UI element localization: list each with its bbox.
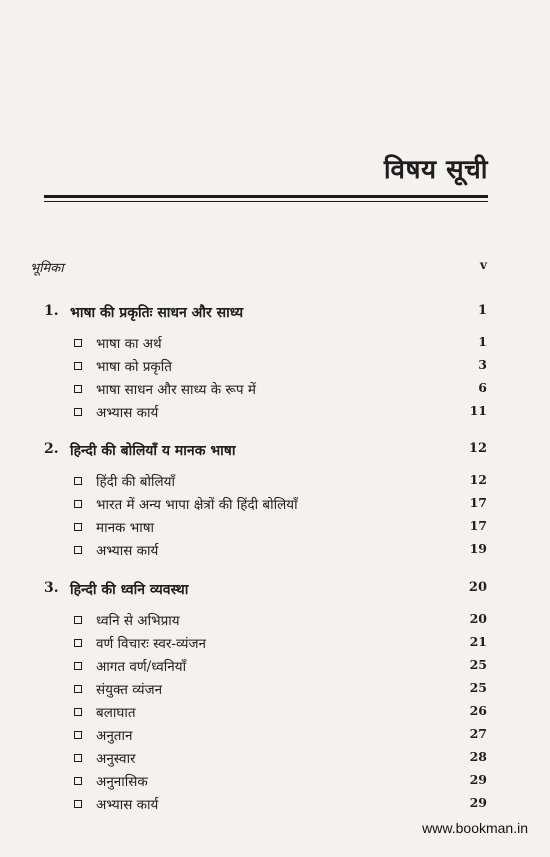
toc-item[interactable]: [0, 403, 550, 425]
toc-intro-label: भूमिका: [30, 261, 64, 276]
square-bullet-icon: [74, 639, 82, 647]
toc-item-page: 29: [469, 772, 487, 787]
toc-item-page: 27: [469, 726, 487, 741]
toc-item-label: भाषा साधन और साध्य के रूप में: [96, 382, 256, 398]
toc-item-label: मानक भाषा: [96, 520, 155, 536]
square-bullet-icon: [74, 500, 82, 508]
toc-item[interactable]: [0, 795, 550, 817]
toc-item-label: अभ्यास कार्य: [96, 543, 159, 559]
toc-item-page: 25: [469, 657, 487, 672]
toc-item-label: अनुतान: [96, 728, 133, 744]
square-bullet-icon: [74, 685, 82, 693]
square-bullet-icon: [74, 754, 82, 762]
toc-item[interactable]: [0, 772, 550, 794]
toc-item-page: 11: [469, 403, 487, 418]
square-bullet-icon: [74, 708, 82, 716]
toc-item[interactable]: [0, 749, 550, 771]
square-bullet-icon: [74, 800, 82, 808]
toc-item-page: 1: [478, 334, 487, 349]
toc-item-page: 26: [469, 703, 487, 718]
toc-item[interactable]: [0, 541, 550, 563]
toc-item-label: अभ्यास कार्य: [96, 405, 159, 421]
toc-item-page: 28: [469, 749, 487, 764]
toc-item-label: बलाघात: [96, 705, 136, 721]
toc-item[interactable]: [0, 611, 550, 633]
square-bullet-icon: [74, 408, 82, 416]
toc-item-label: भारत में अन्य भापा क्षेत्रों की हिंदी बोलियाँ: [96, 497, 298, 513]
toc-item[interactable]: [0, 680, 550, 702]
page-title: विषय सूची: [383, 155, 488, 185]
square-bullet-icon: [74, 777, 82, 785]
toc-item-label: ध्वनि से अभिप्राय: [96, 613, 180, 629]
toc-item-label: संयुक्त व्यंजन: [96, 682, 163, 698]
toc-item-page: 3: [478, 357, 487, 372]
toc-item-page: 25: [469, 680, 487, 695]
toc-item-label: अनुनासिक: [96, 774, 148, 790]
square-bullet-icon: [74, 385, 82, 393]
toc-item-page: 17: [469, 495, 487, 510]
toc-item-label: अनुस्वार: [96, 751, 136, 767]
toc-item[interactable]: [0, 472, 550, 494]
toc-item-page: 20: [469, 611, 487, 626]
chapter-title: भाषा की प्रकृतिः साधन और साध्य: [70, 305, 244, 321]
toc-item-label: भाषा को प्रकृति: [96, 359, 172, 375]
square-bullet-icon: [74, 477, 82, 485]
toc-item[interactable]: [0, 380, 550, 402]
square-bullet-icon: [74, 662, 82, 670]
toc-item-label: हिंदी की बोलियाँ: [96, 474, 175, 490]
chapter-number: 1.: [44, 303, 59, 319]
toc-item[interactable]: [0, 726, 550, 748]
toc-item-page: 29: [469, 795, 487, 810]
toc-intro-page: v: [480, 258, 487, 272]
square-bullet-icon: [74, 523, 82, 531]
chapter-page: 20: [468, 580, 487, 595]
toc-item-page: 12: [469, 472, 487, 487]
toc-item-page: 21: [469, 634, 487, 649]
chapter-page: 1: [477, 303, 487, 318]
toc-item-label: अभ्यास कार्य: [96, 797, 159, 813]
square-bullet-icon: [74, 616, 82, 624]
square-bullet-icon: [74, 362, 82, 370]
toc-chapter-2[interactable]: [0, 441, 550, 463]
toc-item-page: 6: [478, 380, 487, 395]
square-bullet-icon: [74, 339, 82, 347]
toc-item-label: आगत वर्ण/ध्वनियाँ: [96, 659, 187, 675]
title-rule-thin: [44, 201, 488, 202]
toc-item[interactable]: [0, 518, 550, 540]
square-bullet-icon: [74, 546, 82, 554]
chapter-title: हिन्दी की बोलियाँ य मानक भाषा: [70, 443, 236, 459]
toc-item[interactable]: [0, 495, 550, 517]
website-watermark: www.bookman.in: [422, 820, 528, 836]
chapter-number: 3.: [44, 580, 59, 596]
toc-item[interactable]: [0, 657, 550, 679]
toc-item-page: 19: [469, 541, 487, 556]
toc-item[interactable]: [0, 357, 550, 379]
toc-item[interactable]: [0, 334, 550, 356]
chapter-page: 12: [468, 441, 487, 456]
square-bullet-icon: [74, 731, 82, 739]
toc-item-label: वर्ण विचारः स्वर-व्यंजन: [96, 636, 206, 652]
toc-item-label: भाषा का अर्थ: [96, 336, 162, 352]
toc-item[interactable]: [0, 703, 550, 725]
chapter-number: 2.: [44, 441, 59, 457]
title-rule-thick: [44, 195, 488, 198]
toc-chapter-1[interactable]: [0, 303, 550, 325]
toc-intro-row[interactable]: [0, 258, 550, 280]
toc-chapter-3[interactable]: [0, 580, 550, 602]
chapter-title: हिन्दी की ध्वनि व्यवस्था: [70, 582, 189, 598]
toc-item-page: 17: [469, 518, 487, 533]
toc-item[interactable]: [0, 634, 550, 656]
